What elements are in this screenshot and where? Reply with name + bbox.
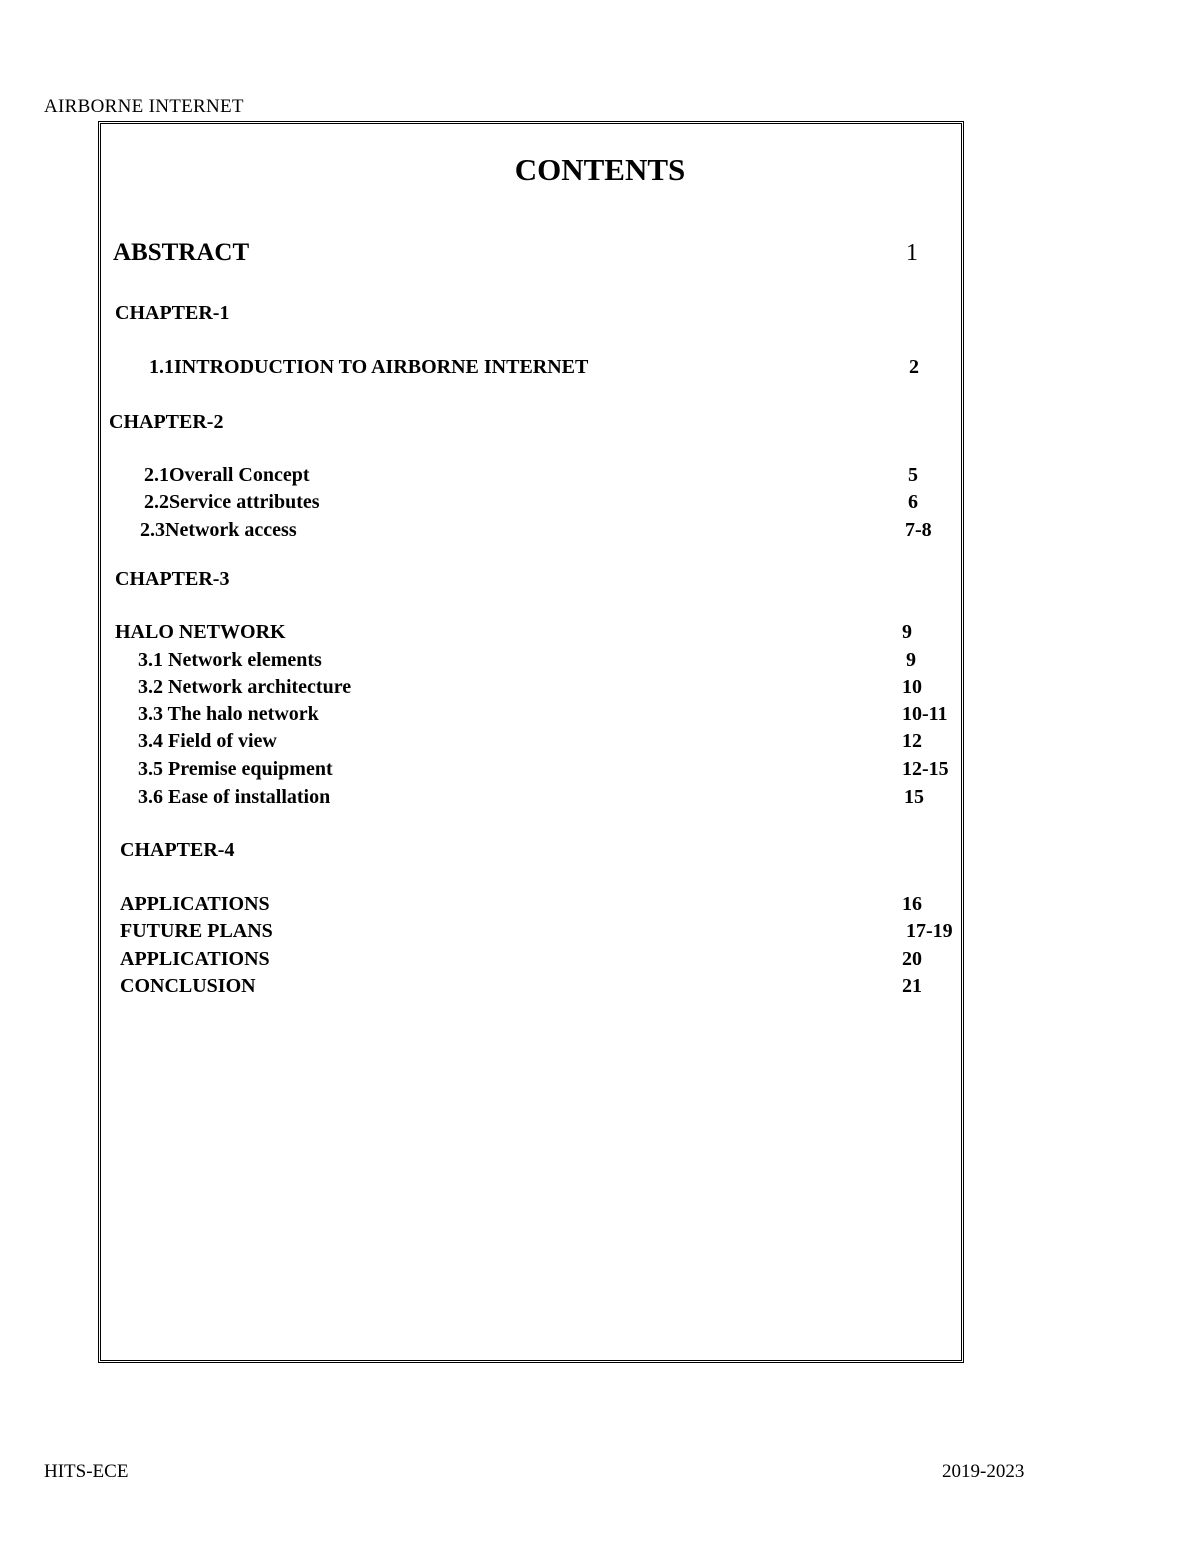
toc-page: 17-19 bbox=[906, 920, 953, 942]
toc-page: 15 bbox=[904, 786, 924, 808]
toc-entry: 2.2Service attributes bbox=[144, 491, 320, 513]
toc-entry: 2.1Overall Concept bbox=[144, 464, 310, 486]
toc-entry: HALO NETWORK bbox=[115, 621, 286, 643]
footer-right: 2019-2023 bbox=[942, 1461, 1025, 1482]
toc-entry: 1.1INTRODUCTION TO AIRBORNE INTERNET bbox=[149, 356, 589, 378]
toc-page: 7-8 bbox=[905, 519, 932, 541]
toc-page: 5 bbox=[908, 464, 918, 486]
toc-entry: 3.3 The halo network bbox=[138, 703, 319, 725]
toc-entry: CONCLUSION bbox=[120, 975, 256, 997]
toc-entry: FUTURE PLANS bbox=[120, 920, 273, 942]
toc-entry: APPLICATIONS bbox=[120, 948, 270, 970]
chapter-heading: CHAPTER-3 bbox=[115, 568, 230, 590]
toc-title: CONTENTS bbox=[514, 152, 686, 187]
toc-page: 9 bbox=[902, 621, 912, 643]
footer-left: HITS-ECE bbox=[44, 1461, 129, 1482]
toc-page: 12 bbox=[902, 730, 922, 752]
toc-entry-abstract: ABSTRACT bbox=[113, 239, 250, 266]
toc-page: 10 bbox=[902, 676, 922, 698]
toc-page: 21 bbox=[902, 975, 922, 997]
toc-page: 6 bbox=[908, 491, 918, 513]
toc-entry: 3.4 Field of view bbox=[138, 730, 277, 752]
toc-page: 9 bbox=[906, 649, 916, 671]
toc-entry: 2.3Network access bbox=[140, 519, 297, 541]
toc-entry: 3.5 Premise equipment bbox=[138, 758, 333, 780]
toc-page: 12-15 bbox=[902, 758, 949, 780]
running-header: AIRBORNE INTERNET bbox=[44, 96, 244, 117]
toc-page: 10-11 bbox=[902, 703, 948, 725]
toc-page-abstract: 1 bbox=[906, 240, 918, 266]
toc-page: 2 bbox=[909, 356, 919, 378]
toc-entry: 3.1 Network elements bbox=[138, 649, 322, 671]
toc-entry: 3.2 Network architecture bbox=[138, 676, 352, 698]
chapter-heading: CHAPTER-1 bbox=[115, 302, 230, 324]
toc-page: 20 bbox=[902, 948, 922, 970]
toc-entry: APPLICATIONS bbox=[120, 893, 270, 915]
chapter-heading: CHAPTER-4 bbox=[120, 839, 235, 861]
toc-page: 16 bbox=[902, 893, 922, 915]
toc-entry: 3.6 Ease of installation bbox=[138, 786, 331, 808]
chapter-heading: CHAPTER-2 bbox=[109, 411, 224, 433]
